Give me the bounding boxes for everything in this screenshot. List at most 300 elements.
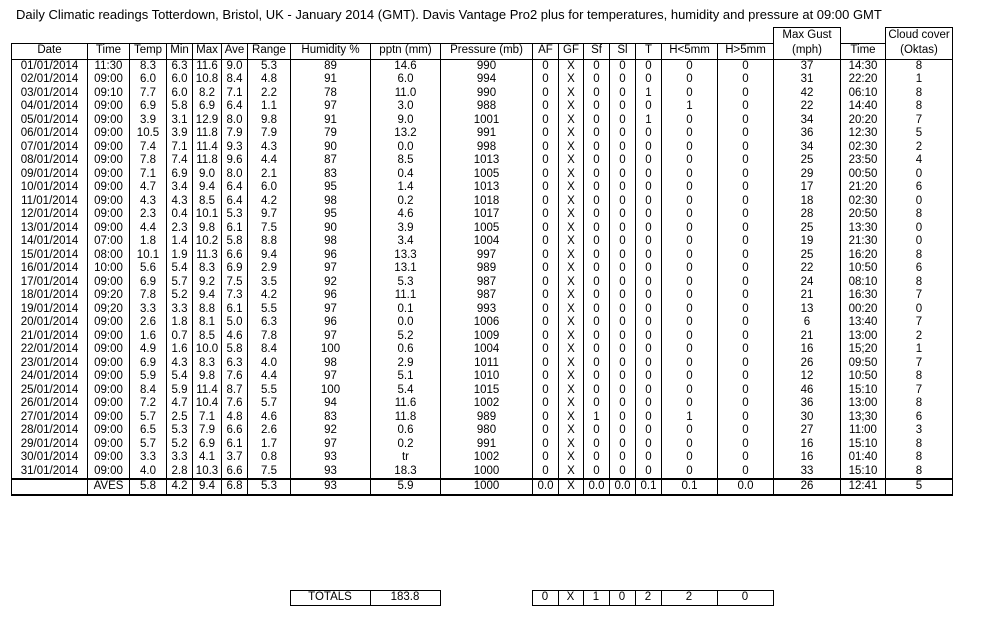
- cell-temp: 5.9: [130, 370, 167, 384]
- header-min: Min: [167, 43, 193, 59]
- cell-sf: 0: [584, 235, 610, 249]
- cell-gust-time: 13:00: [841, 330, 886, 344]
- ave-hail-large: 0.0: [718, 479, 774, 495]
- cell-humidity: 98: [291, 357, 371, 371]
- ave-af: 0.0: [533, 479, 559, 495]
- cell-hail-large: 0: [718, 100, 774, 114]
- cell-range: 4.4: [248, 154, 291, 168]
- cell-ave: 7.1: [222, 87, 248, 101]
- cell-humidity: 89: [291, 59, 371, 73]
- cell-hail-small: 0: [662, 168, 718, 182]
- cell-temp: 8.3: [130, 59, 167, 73]
- cell-pressure: 1010: [441, 370, 533, 384]
- cell-pptn: 13.1: [371, 262, 441, 276]
- cell-pptn: 11.8: [371, 411, 441, 425]
- cell-ave: 6.4: [222, 100, 248, 114]
- cell-time: 09:00: [88, 438, 130, 452]
- cell-humidity: 96: [291, 316, 371, 330]
- cell-af: 0: [533, 384, 559, 398]
- cell-min: 5.3: [167, 424, 193, 438]
- cell-af: 0: [533, 73, 559, 87]
- table-row: [12, 168, 953, 182]
- cell-gf: X: [559, 465, 584, 480]
- header-gust-time: Time: [841, 43, 886, 59]
- cell-max: 12.9: [193, 114, 222, 128]
- cell-hail-small: 0: [662, 451, 718, 465]
- cell-pressure: 991: [441, 127, 533, 141]
- cell-max: 11.4: [193, 141, 222, 155]
- cell-hail-large: 0: [718, 208, 774, 222]
- cell-humidity: 92: [291, 424, 371, 438]
- cell-pptn: 5.1: [371, 370, 441, 384]
- cell-max-gust: 21: [774, 330, 841, 344]
- cell-max-gust: 16: [774, 343, 841, 357]
- cell-gust-time: 15:10: [841, 384, 886, 398]
- cell-min: 3.4: [167, 181, 193, 195]
- cell-pptn: 18.3: [371, 465, 441, 480]
- cell-humidity: 83: [291, 168, 371, 182]
- cell-cloud-cover: 7: [886, 316, 953, 330]
- cell-temp: 7.2: [130, 397, 167, 411]
- cell-sl: 0: [610, 141, 636, 155]
- cell-pptn: 3.4: [371, 235, 441, 249]
- cell-af: 0: [533, 330, 559, 344]
- cell-time: 09:00: [88, 384, 130, 398]
- table-row: [12, 181, 953, 195]
- cell-min: 5.7: [167, 276, 193, 290]
- cell-min: 4.7: [167, 397, 193, 411]
- cell-pressure: 998: [441, 141, 533, 155]
- cell-time: 09:00: [88, 465, 130, 480]
- cell-cloud-cover: 0: [886, 303, 953, 317]
- table-row: [12, 424, 953, 438]
- cell-time: 09:00: [88, 424, 130, 438]
- cell-sl: 0: [610, 59, 636, 73]
- cell-sl: 0: [610, 127, 636, 141]
- table-row: [12, 114, 953, 128]
- cell-t: 0: [636, 208, 662, 222]
- cell-max-gust: 21: [774, 289, 841, 303]
- cell-temp: 1.8: [130, 235, 167, 249]
- cell-hail-large: 0: [718, 168, 774, 182]
- cell-ave: 6.4: [222, 181, 248, 195]
- cell-humidity: 78: [291, 87, 371, 101]
- cell-pptn: 11.0: [371, 87, 441, 101]
- cell-range: 2.1: [248, 168, 291, 182]
- cell-range: 7.8: [248, 330, 291, 344]
- cell-hail-large: 0: [718, 289, 774, 303]
- cell-date: 02/01/2014: [12, 73, 88, 87]
- totals-table: [11, 590, 774, 606]
- cell-af: 0: [533, 100, 559, 114]
- cell-hail-small: 0: [662, 303, 718, 317]
- cell-humidity: 97: [291, 262, 371, 276]
- cell-min: 0.7: [167, 330, 193, 344]
- cell-hail-small: 0: [662, 465, 718, 480]
- ave-max: 9.4: [193, 479, 222, 495]
- cell-max-gust: 16: [774, 438, 841, 452]
- table-row: [12, 73, 953, 87]
- cell-hail-small: 0: [662, 276, 718, 290]
- cell-t: 0: [636, 411, 662, 425]
- cell-humidity: 97: [291, 100, 371, 114]
- table-row: [12, 384, 953, 398]
- cell-cloud-cover: 0: [886, 222, 953, 236]
- cell-hail-large: 0: [718, 141, 774, 155]
- cell-gust-time: 15:10: [841, 438, 886, 452]
- cell-min: 2.3: [167, 222, 193, 236]
- cell-cloud-cover: 7: [886, 357, 953, 371]
- table-row: [12, 154, 953, 168]
- cell-min: 4.3: [167, 357, 193, 371]
- cell-pressure: 1004: [441, 343, 533, 357]
- cell-max-gust: 37: [774, 59, 841, 73]
- cell-temp: 7.8: [130, 289, 167, 303]
- cell-gust-time: 00:50: [841, 168, 886, 182]
- cell-sl: 0: [610, 87, 636, 101]
- cell-date: 13/01/2014: [12, 222, 88, 236]
- cell-range: 4.4: [248, 370, 291, 384]
- cell-date: 28/01/2014: [12, 424, 88, 438]
- cell-cloud-cover: 8: [886, 276, 953, 290]
- totals-pptn: 183.8: [370, 591, 440, 606]
- cell-pptn: tr: [371, 451, 441, 465]
- cell-hail-large: 0: [718, 411, 774, 425]
- table-row: [12, 411, 953, 425]
- cell-hail-large: 0: [718, 73, 774, 87]
- cell-min: 5.8: [167, 100, 193, 114]
- cell-date: 23/01/2014: [12, 357, 88, 371]
- cell-gust-time: 15:10: [841, 465, 886, 480]
- header-hail-large: H>5mm: [718, 43, 774, 59]
- cell-pressure: 1001: [441, 114, 533, 128]
- cell-t: 0: [636, 154, 662, 168]
- cell-temp: 7.1: [130, 168, 167, 182]
- cell-gust-time: 14:40: [841, 100, 886, 114]
- cell-sf: 0: [584, 397, 610, 411]
- cell-pptn: 0.1: [371, 303, 441, 317]
- ave-t: 0.1: [636, 479, 662, 495]
- cell-max-gust: 28: [774, 208, 841, 222]
- cell-max: 9.4: [193, 289, 222, 303]
- cell-gf: X: [559, 411, 584, 425]
- cell-af: 0: [533, 289, 559, 303]
- cell-cloud-cover: 6: [886, 411, 953, 425]
- cell-time: 09:00: [88, 141, 130, 155]
- cell-gust-time: 02:30: [841, 195, 886, 209]
- cell-gust-time: 02:30: [841, 141, 886, 155]
- cell-gf: X: [559, 235, 584, 249]
- cell-hail-small: 0: [662, 316, 718, 330]
- cell-sf: 0: [584, 438, 610, 452]
- cell-humidity: 97: [291, 438, 371, 452]
- cell-humidity: 97: [291, 330, 371, 344]
- header-pptn: pptn (mm): [371, 43, 441, 59]
- cell-hail-small: 0: [662, 438, 718, 452]
- cell-date: 04/01/2014: [12, 100, 88, 114]
- cell-hail-large: 0: [718, 127, 774, 141]
- cell-cloud-cover: 8: [886, 249, 953, 263]
- cell-pressure: 1015: [441, 384, 533, 398]
- cell-t: 0: [636, 181, 662, 195]
- cell-sf: 0: [584, 222, 610, 236]
- cell-sl: 0: [610, 289, 636, 303]
- cell-pressure: 1002: [441, 397, 533, 411]
- cell-gust-time: 13:30: [841, 222, 886, 236]
- cell-range: 2.6: [248, 424, 291, 438]
- cell-pptn: 0.6: [371, 343, 441, 357]
- ave-time: AVES: [88, 479, 130, 495]
- cell-max-gust: 25: [774, 222, 841, 236]
- cell-gust-time: 16:20: [841, 249, 886, 263]
- cell-humidity: 98: [291, 195, 371, 209]
- cell-time: 09:20: [88, 289, 130, 303]
- cell-time: 09:00: [88, 330, 130, 344]
- cell-gf: X: [559, 451, 584, 465]
- header-humidity: Humidity %: [291, 43, 371, 59]
- table-row: [12, 438, 953, 452]
- cell-pptn: 5.2: [371, 330, 441, 344]
- cell-date: 19/01/2014: [12, 303, 88, 317]
- cell-date: 03/01/2014: [12, 87, 88, 101]
- cell-af: 0: [533, 208, 559, 222]
- cell-pptn: 0.6: [371, 424, 441, 438]
- table-row: [12, 87, 953, 101]
- header-sf: Sf: [584, 43, 610, 59]
- cell-humidity: 91: [291, 73, 371, 87]
- ave-pptn: 5.9: [371, 479, 441, 495]
- cell-af: 0: [533, 181, 559, 195]
- cell-temp: 10.5: [130, 127, 167, 141]
- table-row: [12, 59, 953, 73]
- cell-t: 0: [636, 451, 662, 465]
- cell-humidity: 92: [291, 276, 371, 290]
- cell-gf: X: [559, 384, 584, 398]
- cell-ave: 5.0: [222, 316, 248, 330]
- cell-hail-large: 0: [718, 195, 774, 209]
- cell-sl: 0: [610, 438, 636, 452]
- cell-max-gust: 36: [774, 397, 841, 411]
- cell-af: 0: [533, 276, 559, 290]
- cell-sl: 0: [610, 343, 636, 357]
- cell-pptn: 14.6: [371, 59, 441, 73]
- cell-sf: 0: [584, 168, 610, 182]
- cell-min: 7.1: [167, 141, 193, 155]
- cell-max-gust: 25: [774, 154, 841, 168]
- table-row: [12, 397, 953, 411]
- header-max: Max: [193, 43, 222, 59]
- cell-sf: 0: [584, 249, 610, 263]
- cell-pptn: 13.3: [371, 249, 441, 263]
- cell-max-gust: 31: [774, 73, 841, 87]
- cell-hail-small: 0: [662, 235, 718, 249]
- cell-min: 3.9: [167, 127, 193, 141]
- cell-max: 8.3: [193, 262, 222, 276]
- cell-gf: X: [559, 87, 584, 101]
- cell-pptn: 0.4: [371, 168, 441, 182]
- cell-sf: 0: [584, 87, 610, 101]
- cell-date: 08/01/2014: [12, 154, 88, 168]
- cell-hail-small: 1: [662, 411, 718, 425]
- cell-gf: X: [559, 208, 584, 222]
- cell-temp: 4.4: [130, 222, 167, 236]
- cell-ave: 5.8: [222, 343, 248, 357]
- cell-hail-large: 0: [718, 262, 774, 276]
- cell-time: 07:00: [88, 235, 130, 249]
- cell-range: 4.6: [248, 411, 291, 425]
- cell-gf: X: [559, 141, 584, 155]
- cell-range: 7.5: [248, 222, 291, 236]
- cell-max-gust: 24: [774, 276, 841, 290]
- cell-sf: 0: [584, 343, 610, 357]
- cell-time: 10:00: [88, 262, 130, 276]
- cell-hail-large: 0: [718, 235, 774, 249]
- cell-humidity: 90: [291, 141, 371, 155]
- cell-time: 09:00: [88, 357, 130, 371]
- cell-t: 0: [636, 316, 662, 330]
- cell-t: 0: [636, 73, 662, 87]
- climate-table: [11, 27, 953, 496]
- cell-range: 8.4: [248, 343, 291, 357]
- cell-date: 21/01/2014: [12, 330, 88, 344]
- table-row: [12, 343, 953, 357]
- header-mph: (mph): [774, 43, 841, 59]
- cell-date: 22/01/2014: [12, 343, 88, 357]
- cell-range: 5.5: [248, 303, 291, 317]
- table-row: [12, 262, 953, 276]
- cell-date: 05/01/2014: [12, 114, 88, 128]
- cell-max-gust: 13: [774, 303, 841, 317]
- totals-sl: 0: [609, 591, 635, 606]
- cell-range: 6.3: [248, 316, 291, 330]
- cell-max: 6.9: [193, 438, 222, 452]
- cell-pressure: 1005: [441, 222, 533, 236]
- header-date: Date: [12, 43, 88, 59]
- cell-min: 2.8: [167, 465, 193, 480]
- cell-temp: 7.4: [130, 141, 167, 155]
- cell-cloud-cover: 2: [886, 141, 953, 155]
- totals-hail-large: 0: [717, 591, 773, 606]
- cell-max-gust: 22: [774, 262, 841, 276]
- cell-time: 09:00: [88, 343, 130, 357]
- cell-humidity: 94: [291, 397, 371, 411]
- cell-range: 9.4: [248, 249, 291, 263]
- cell-max-gust: 6: [774, 316, 841, 330]
- page-title: Daily Climatic readings Totterdown, Bristol, UK - January 2014 (GMT). Davis Vantage Pro2 plus for temperatures, humidity and pressure at 09:00 GMT: [16, 7, 882, 22]
- cell-af: 0: [533, 249, 559, 263]
- cell-humidity: 93: [291, 451, 371, 465]
- cell-gf: X: [559, 59, 584, 73]
- cell-date: 12/01/2014: [12, 208, 88, 222]
- totals-t: 2: [635, 591, 661, 606]
- cell-min: 1.9: [167, 249, 193, 263]
- header-pressure: Pressure (mb): [441, 43, 533, 59]
- cell-ave: 7.3: [222, 289, 248, 303]
- cell-max-gust: 12: [774, 370, 841, 384]
- cell-max: 8.8: [193, 303, 222, 317]
- cell-min: 0.4: [167, 208, 193, 222]
- cell-max-gust: 34: [774, 114, 841, 128]
- cell-temp: 6.5: [130, 424, 167, 438]
- cell-ave: 7.6: [222, 397, 248, 411]
- cell-gust-time: 14:30: [841, 59, 886, 73]
- cell-range: 4.8: [248, 73, 291, 87]
- cell-t: 0: [636, 343, 662, 357]
- cell-max: 8.5: [193, 330, 222, 344]
- cell-range: 5.7: [248, 397, 291, 411]
- cell-gust-time: 20:50: [841, 208, 886, 222]
- cell-sf: 0: [584, 100, 610, 114]
- table-row: [12, 127, 953, 141]
- cell-max: 8.5: [193, 195, 222, 209]
- cell-pressure: 1011: [441, 357, 533, 371]
- cell-af: 0: [533, 411, 559, 425]
- cell-pptn: 3.9: [371, 222, 441, 236]
- cell-hail-small: 0: [662, 141, 718, 155]
- cell-t: 0: [636, 384, 662, 398]
- totals-sf: 1: [583, 591, 609, 606]
- cell-max: 8.3: [193, 357, 222, 371]
- table-row: [12, 451, 953, 465]
- cell-max: 11.3: [193, 249, 222, 263]
- cell-cloud-cover: 8: [886, 370, 953, 384]
- cell-pptn: 4.6: [371, 208, 441, 222]
- cell-time: 09:00: [88, 276, 130, 290]
- cell-range: 1.7: [248, 438, 291, 452]
- ave-temp: 5.8: [130, 479, 167, 495]
- cell-sf: 0: [584, 262, 610, 276]
- header-ave: Ave: [222, 43, 248, 59]
- cell-max: 9.0: [193, 168, 222, 182]
- cell-gf: X: [559, 114, 584, 128]
- cell-max: 10.4: [193, 397, 222, 411]
- cell-hail-small: 0: [662, 114, 718, 128]
- cell-sl: 0: [610, 168, 636, 182]
- cell-sl: 0: [610, 330, 636, 344]
- header-temp: Temp: [130, 43, 167, 59]
- cell-t: 0: [636, 370, 662, 384]
- cell-hail-large: 0: [718, 438, 774, 452]
- cell-cloud-cover: 0: [886, 195, 953, 209]
- header-cloud-cover: Cloud cover: [886, 28, 953, 44]
- cell-temp: 4.3: [130, 195, 167, 209]
- cell-cloud-cover: 0: [886, 168, 953, 182]
- cell-gust-time: 10:50: [841, 370, 886, 384]
- cell-gf: X: [559, 357, 584, 371]
- cell-ave: 6.4: [222, 195, 248, 209]
- cell-pptn: 9.0: [371, 114, 441, 128]
- cell-hail-large: 0: [718, 357, 774, 371]
- cell-time: 09:00: [88, 195, 130, 209]
- cell-temp: 4.7: [130, 181, 167, 195]
- cell-af: 0: [533, 168, 559, 182]
- cell-time: 09:00: [88, 73, 130, 87]
- cell-humidity: 93: [291, 465, 371, 480]
- cell-sl: 0: [610, 276, 636, 290]
- cell-max-gust: 19: [774, 235, 841, 249]
- cell-hail-large: 0: [718, 114, 774, 128]
- cell-min: 5.4: [167, 370, 193, 384]
- cell-gust-time: 16:30: [841, 289, 886, 303]
- cell-hail-small: 0: [662, 397, 718, 411]
- cell-cloud-cover: 8: [886, 208, 953, 222]
- cell-t: 0: [636, 235, 662, 249]
- cell-t: 0: [636, 141, 662, 155]
- cell-pptn: 6.0: [371, 73, 441, 87]
- cell-cloud-cover: 8: [886, 59, 953, 73]
- cell-cloud-cover: 8: [886, 465, 953, 480]
- cell-pressure: 1000: [441, 465, 533, 480]
